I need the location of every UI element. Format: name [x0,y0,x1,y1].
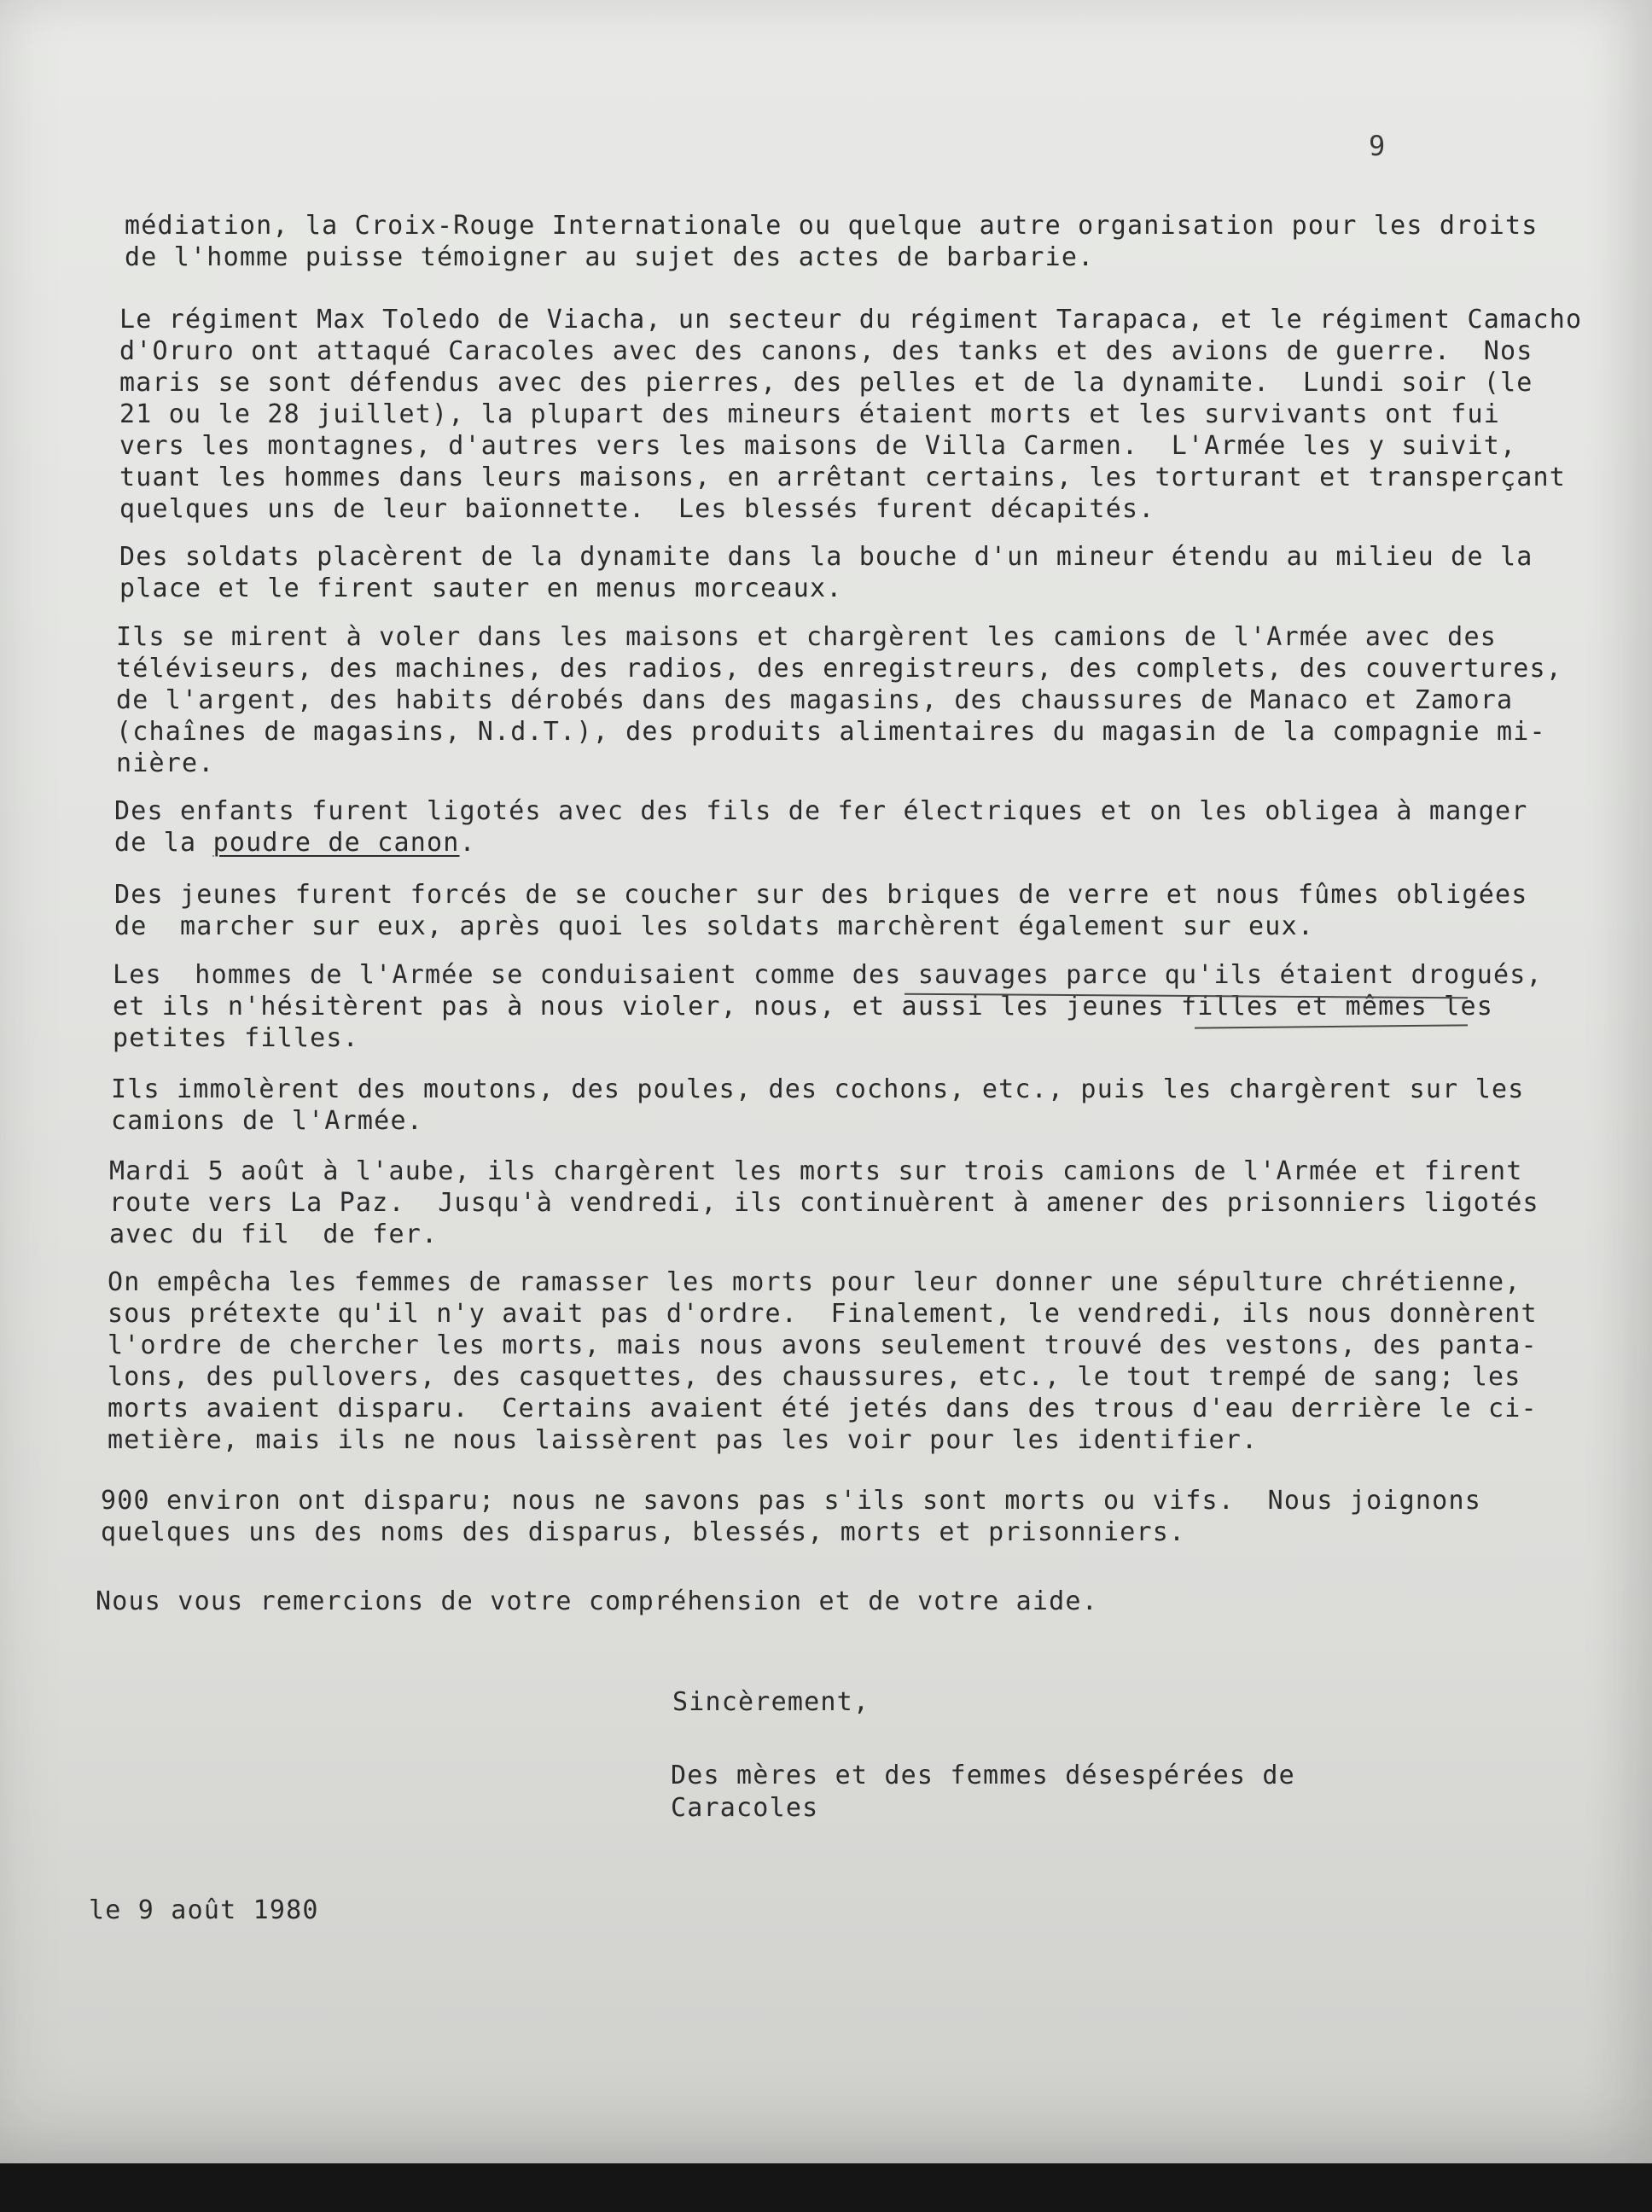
line: de l'homme puisse témoigner au sujet des actes de barbarie. [125,242,1095,272]
paragraph-4 [116,621,1562,779]
paragraph-5 [114,795,1528,859]
paragraph-12 [96,1586,1098,1617]
paragraph-10 [108,1266,1538,1456]
line: avec du fil de fer. [109,1220,439,1249]
page-number: 9 [1369,130,1386,162]
line: quelques uns de leur baïonnette. Les blessés furent décapités. [119,494,1155,524]
underlined-phrase: poudre de canon [212,828,460,858]
paragraph-2 [119,304,1582,525]
line: On empêcha les femmes de ramasser les morts pour leur donner une sépulture chrétienne, [108,1267,1521,1297]
line: tuant les hommes dans leurs maisons, en arrêtant certains, les torturant et transperçant [119,463,1567,492]
paragraph-8 [111,1074,1525,1137]
paragraph-1 [125,210,1539,273]
closing-salutation: Sincèrement, [672,1687,870,1717]
line: téléviseurs, des machines, des radios, des enregistreurs, des complets, des couvertures, [116,654,1563,684]
line: Ils se mirent à voler dans les maisons et chargèrent les camions de l'Armée avec des [116,622,1497,652]
signature-line: Des mères et des femmes désespérées de [671,1761,1295,1790]
line: médiation, la Croix-Rouge Internationale ou quelque autre organisation pour les droits [125,211,1539,241]
line: sous prétexte qu'il n'y avait pas d'ordre. Finalement, le vendredi, ils nous donnèrent [108,1299,1538,1329]
line: Des enfants furent ligotés avec des fils de fer électriques et on les obligea à manger [114,796,1528,826]
line: Le régiment Max Toledo de Viacha, un secteur du régiment Tarapaca, et le régiment Camacho [119,305,1583,335]
line: Nous vous remercions de votre compréhension et de votre aide. [96,1586,1098,1616]
paragraph-3 [119,541,1533,604]
line: de la [114,828,213,858]
paragraph-7 [113,959,1543,1054]
line: d'Oruro ont attaqué Caracoles avec des canons, des tanks et des avions de guerre. Nos [119,336,1533,366]
paragraph-6 [114,879,1528,942]
line: de l'argent, des habits dérobés dans des magasins, des chaussures de Manaco et Zamora [116,685,1514,715]
line: l'ordre de chercher les morts, mais nous avons seulement trouvé des vestons, des panta- [108,1330,1538,1360]
letter-date: le 9 août 1980 [89,1895,319,1925]
line: de marcher sur eux, après quoi les soldats marchèrent également sur eux. [114,911,1315,941]
line: Mardi 5 août à l'aube, ils chargèrent les morts sur trois camions de l'Armée et firent [109,1156,1523,1186]
line-end: . [459,828,476,858]
line: et ils n'hésitèrent pas à nous violer, nous, et aussi les jeunes filles et mêmes les [113,992,1493,1022]
paragraph-9 [109,1155,1539,1250]
line: nière. [116,748,215,778]
dark-background-edge [0,2163,1652,2212]
line: 21 ou le 28 juillet), la plupart des mineurs étaient morts et les survivants ont fui [119,399,1500,429]
line: (chaînes de magasins, N.d.T.), des produits alimentaires du magasin de la compagnie mi- [116,717,1546,747]
line: metière, mais ils ne nous laissèrent pas les voir pour les identifier. [108,1425,1259,1455]
line: 900 environ ont disparu; nous ne savons pas s'ils sont morts ou vifs. Nous joignons [101,1486,1481,1516]
line: place et le firent sauter en menus morceaux. [119,573,843,603]
line: maris se sont défendus avec des pierres, des pelles et de la dynamite. Lundi soir (le [119,368,1533,398]
line: Ils immolèrent des moutons, des poules, des cochons, etc., puis les chargèrent sur les [111,1074,1525,1104]
line: quelques uns des noms des disparus, blessés, morts et prisonniers. [101,1517,1186,1547]
line: Des jeunes furent forcés de se coucher sur des briques de verre et nous fûmes obligées [114,880,1528,910]
line: Les hommes de l'Armée se conduisaient comme des sauvages parce qu'ils étaient drogués, [113,960,1543,990]
line: petites filles. [113,1023,359,1053]
line: route vers La Paz. Jusqu'à vendredi, ils continuèrent à amener des prisonniers ligotés [109,1188,1539,1218]
paragraph-11 [101,1485,1481,1548]
line: camions de l'Armée. [111,1106,423,1136]
line: Des soldats placèrent de la dynamite dans la bouche d'un mineur étendu au milieu de la [119,542,1533,572]
line: lons, des pullovers, des casquettes, des chaussures, etc., le tout trempé de sang; les [108,1362,1521,1392]
line: vers les montagnes, d'autres vers les maisons de Villa Carmen. L'Armée les y suivit, [119,431,1517,461]
line: morts avaient disparu. Certains avaient été jetés dans des trous d'eau derrière le ci- [108,1394,1538,1423]
signature-line: Caracoles [671,1793,819,1823]
